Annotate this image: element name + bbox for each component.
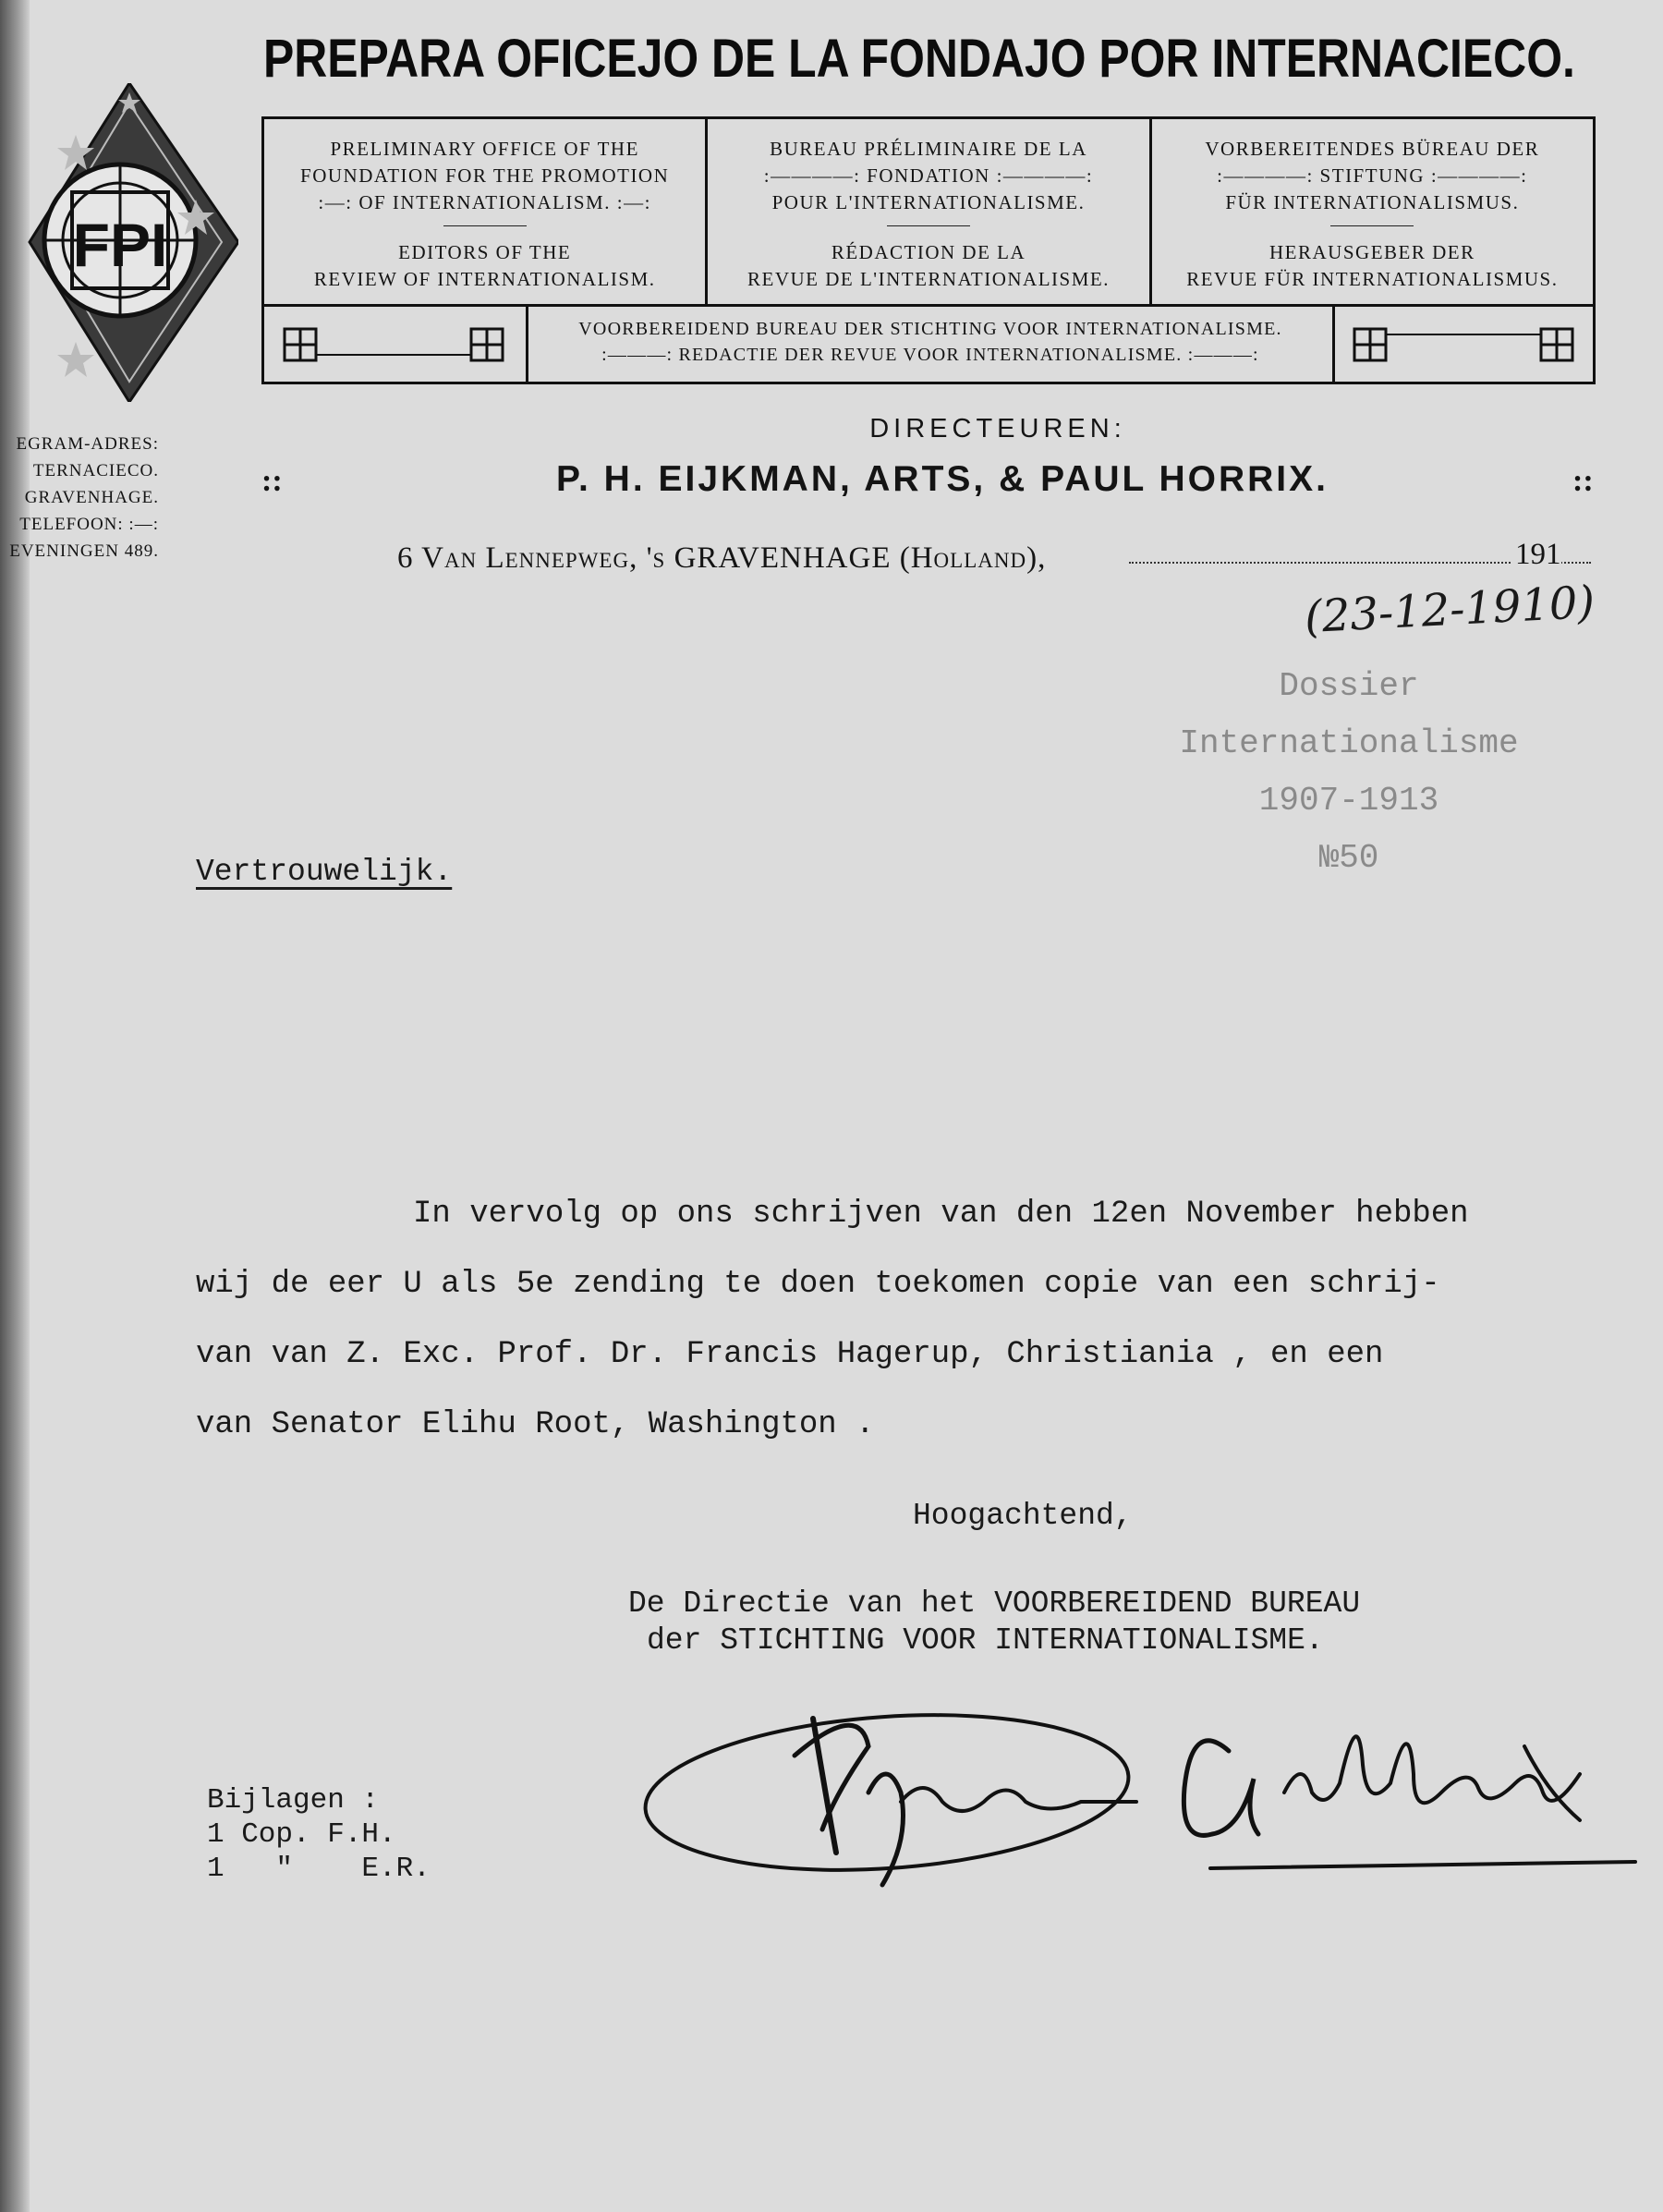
english-column: [264, 119, 708, 304]
fr-line: REVUE DE L'INTERNATIONALISME.: [747, 268, 1110, 290]
divider: [1330, 225, 1414, 226]
stamp-line: Internationalisme: [1179, 724, 1519, 762]
ornament-icon: [283, 327, 504, 364]
telegram-line: TELEFOON: :—:: [19, 515, 159, 534]
signatory-line: der STICHTING VOOR INTERNATIONALISME.: [647, 1623, 1324, 1658]
office-address: 6 Van Lennepweg, 's GRAVENHAGE (Holland),: [397, 541, 1047, 575]
stamp-line: Dossier: [1279, 667, 1419, 705]
stamp-line: №50: [1318, 839, 1379, 877]
telegram-line: TERNACIECO.: [32, 461, 159, 480]
fr-line: BUREAU PRÉLIMINAIRE DE LA: [770, 138, 1087, 160]
body-line: In vervolg op ons schrijven van den 12en November hebben: [413, 1197, 1469, 1232]
directors-label: DIRECTEUREN:: [869, 414, 1126, 444]
year-prefix: 191: [1511, 538, 1561, 572]
signatory-line: De Directie van het VOORBEREIDEND BUREAU: [628, 1586, 1361, 1621]
handwritten-date: (23-12-1910): [1303, 576, 1596, 644]
de-line: HERAUSGEBER DER: [1269, 241, 1475, 263]
ornament-icon: [1353, 327, 1574, 364]
de-line: REVUE FÜR INTERNATIONALISMUS.: [1186, 268, 1559, 290]
french-column: [708, 119, 1151, 304]
enclosures-title: Bijlagen :: [207, 1784, 380, 1817]
letter-body: [196, 1179, 1582, 1460]
letterhead-table: [261, 116, 1596, 384]
telegram-line: GRAVENHAGE.: [24, 488, 159, 507]
de-line: VORBEREITENDES BÜREAU DER: [1205, 138, 1540, 160]
de-line: :————: STIFTUNG :————:: [1217, 164, 1528, 187]
enclosures: [207, 1783, 431, 1886]
svg-text:FPI: FPI: [72, 211, 168, 279]
body-line: wij de eer U als 5e zending te doen toekomen copie van een schrij-: [196, 1267, 1440, 1302]
telegram-address: [0, 431, 159, 565]
telegram-line: EGRAM-ADRES:: [16, 434, 159, 454]
german-column: [1152, 119, 1593, 304]
dots-left: ::: [261, 464, 283, 498]
en-line: EDITORS OF THE: [398, 241, 572, 263]
masthead-title: PREPARA OFICEJO DE LA FONDAJO POR INTERNACIECO.: [263, 29, 1575, 89]
fpi-logo-icon: [20, 83, 238, 402]
dossier-stamp: [1155, 658, 1543, 887]
nl-line: :———: REDACTIE DER REVUE VOOR INTERNATIONALISME. :———:: [601, 345, 1259, 365]
body-line: van van Z. Exc. Prof. Dr. Francis Hagerup, Christiania , en een: [196, 1337, 1384, 1372]
enclosure-item: 1 " E.R.: [207, 1853, 431, 1885]
dots-right: ::: [1572, 464, 1594, 498]
fr-line: :————: FONDATION :————:: [763, 164, 1094, 187]
closing: Hoogachtend,: [913, 1499, 1133, 1533]
fr-line: POUR L'INTERNATIONALISME.: [771, 191, 1086, 213]
confidential-heading: Vertrouwelijk.: [196, 855, 453, 889]
divider: [443, 225, 527, 226]
stamp-line: 1907-1913: [1258, 782, 1439, 820]
en-line: :—: OF INTERNATIONALISM. :—:: [318, 191, 651, 213]
nl-line: VOORBEREIDEND BUREAU DER STICHTING VOOR INTERNATIONALISME.: [578, 319, 1282, 339]
directors-names: P. H. EIJKMAN, ARTS, & PAUL HORRIX.: [556, 459, 1329, 499]
body-line: van Senator Elihu Root, Washington .: [196, 1407, 875, 1442]
en-line: FOUNDATION FOR THE PROMOTION: [300, 164, 670, 187]
de-line: FÜR INTERNATIONALISMUS.: [1225, 191, 1520, 213]
dutch-row: [526, 307, 1335, 383]
en-line: PRELIMINARY OFFICE OF THE: [330, 138, 639, 160]
telegram-line: EVENINGEN 489.: [9, 541, 159, 561]
handwritten-signatures: [637, 1691, 1645, 1894]
enclosure-item: 1 Cop. F.H.: [207, 1818, 396, 1851]
fr-line: RÉDACTION DE LA: [831, 241, 1026, 263]
en-line: REVIEW OF INTERNATIONALISM.: [313, 268, 656, 290]
divider: [887, 225, 970, 226]
